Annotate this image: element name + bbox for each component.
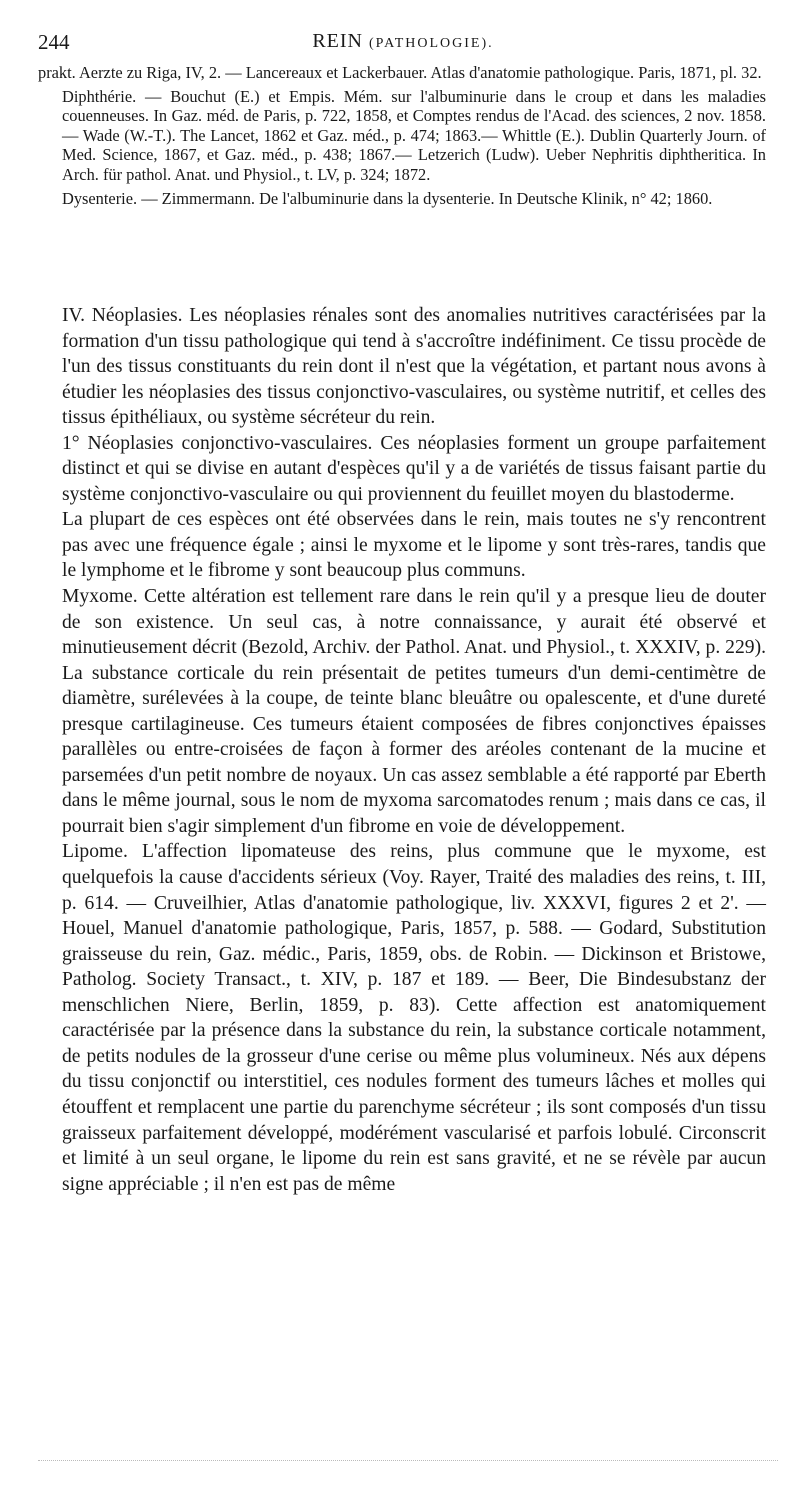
running-title-sub: (PATHOLOGIE). xyxy=(369,36,494,51)
paragraph-myxome: Myxome. Cette altération est tellement rare dans le rein qu'il y a presque lieu de douter de son existence. Un seul cas, à notre connaissance, y aurait été observé et minutieusement décrit (Bezold, Archiv. der Pathol. Anat. und Physiol., t. XXXIV, p. 229). La substance corticale du rein présentait de petites tumeurs d'un demi-centimètre de diamètre, surélevées à la coupe, de teinte blanc bleuâtre ou opalescente, et d'une dureté presque cartilagineuse. Ces tumeurs étaient composées de fibres conjonctives épaisses parallèles ou entre-croisées de façon à former des aréoles contenant de la mucine et parsemées d'un petit nombre de noyaux. Un cas assez semblable a été rapporté par Eberth dans le même journal, sous le nom de myxoma sarcomatodes renum ; mais dans ce cas, il pourrait bien s'agir simplement d'un fibrome en voie de développement. xyxy=(62,586,766,837)
paragraph-lipome: Lipome. L'affection lipomateuse des reins, plus commune que le myxome, est quelquefois la cause d'accidents sérieux (Voy. Rayer, Traité des maladies des reins, t. III, p. 614. — Cruveilhier, Atlas d'anatomie pathologique, liv. XXXVI, figures 2 et 2'. — Houel, Manuel d'anatomie pathologique, Paris, 1857, p. 588. — Godard, Substitution graisseuse du rein, Gaz. médic., Paris, 1859, obs. de Robin. — Dickinson et Bristowe, Patholog. Society Transact., t. XIV, p. 187 et 189. — Beer, Die Bindesubstanz der menschlichen Niere, Berlin, 1859, p. 83). Cette affection est anatomiquement caractérisée par la présence dans la substance du rein, la substance corticale notamment, de petits nodules de la grosseur d'une cerise ou même plus volumineux. Nés aux dépens du tissu conjonctif ou interstitiel, ces nodules forment des tumeurs lâches et molles qui étouffent et remplacent une partie du parenchyme sécréteur ; ils sont composés d'un tissu graisseux parfaitement développé, modérément vascularisé et parfois lobulé. Circonscrit et limité à un seul organe, le lipome du rein est sans gravité, et ne se révèle par aucun signe appréciable ; il n'en est pas de même xyxy=(62,841,766,1195)
section-neoplasies: IV. Néoplasies. Les néoplasies rénales sont des anomalies nutritives caractérisées par la formation d'un tissu pathologique qui tend à s'accroître indéfiniment. Ce tissu procède de l'un des tissus constituants du rein dont il n'est que la végétation, et partant nous avons à étudier les néoplasies des tissus conjonctivo-vasculaires, ou système nutritif, et celles des tissus épithéliaux, ou système sécréteur du rein. xyxy=(62,305,766,429)
reference-entry: prakt. Aerzte zu Riga, IV, 2. — Lancereaux et Lackerbauer. Atlas d'anatomie pathologique. Paris, 1871, pl. 32. xyxy=(38,63,762,82)
running-title xyxy=(38,30,768,53)
reference-entry: Diphthérie. — Bouchut (E.) et Empis. Mém. sur l'albuminurie dans le croup et dans les maladies couenneuses. In Gaz. méd. de Paris, p. 722, 1858, et Comptes rendus de l'Acad. des sciences, 2 nov. 1858. — Wade (W.-T.). The Lancet, 1862 et Gaz. méd., p. 474; 1863.— Whittle (E.). Dublin Quarterly Journ. of Med. Science, 1867, et Gaz. méd., p. 438; 1867.— Letzerich (Ludw). Ueber Nephritis diphtheritica. In Arch. für pathol. Anat. und Physiol., t. LV, p. 324; 1872. xyxy=(62,86,766,184)
page-number: 244 xyxy=(38,30,70,54)
page-header xyxy=(38,30,768,54)
main-text xyxy=(62,303,766,1197)
subsection-conjonctivo-vasculaires: 1° Néoplasies conjonctivo-vasculaires. Ces néoplasies forment un groupe parfaitement distinct et qui se divise en autant d'espèces qu'il y a de variétés de tissus faisant partie du système conjonctivo-vasculaire ou qui proviennent du feuillet moyen du blastoderme. xyxy=(62,432,766,505)
paragraph-especes: La plupart de ces espèces ont été observées dans le rein, mais toutes ne s'y rencontrent pas avec une fréquence égale ; ainsi le myxome et le lipome y sont très-rares, tandis que le lymphome et le fibrome y sont beaucoup plus communs. xyxy=(62,509,766,582)
bibliography-block xyxy=(38,63,766,208)
page-footer-rule xyxy=(38,1460,778,1461)
reference-entry: Dysenterie. — Zimmermann. De l'albuminurie dans la dysenterie. In Deutsche Klinik, n° 42; 1860. xyxy=(62,188,713,208)
running-title-main: REIN xyxy=(312,30,363,52)
